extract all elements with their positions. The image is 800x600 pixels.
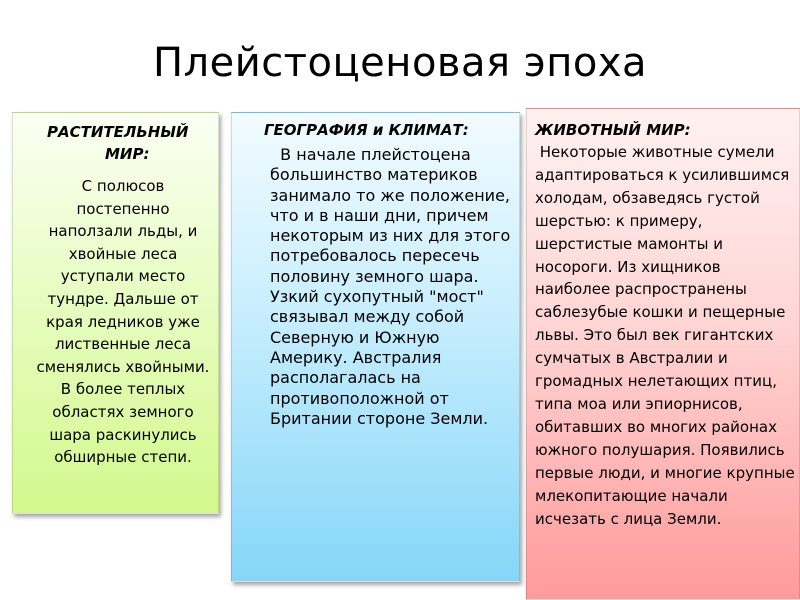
geography-heading: ГЕОГРАФИЯ и КЛИМАТ: [264, 121, 469, 139]
slide-title: Плейстоценовая эпоха [152, 40, 648, 86]
fauna-heading: ЖИВОТНЫЙ МИР: [535, 121, 691, 139]
geography-card [231, 112, 520, 582]
plants-card [12, 112, 219, 514]
fauna-text: Некоторые животные сумели адаптироваться к усилившимся холодам, обзаведясь густой шерстью: к примеру, шерстистые мамонты и носороги. Из хищников наиболее распространены саблезубые кошки и пещерные львы. Это был век гигантских сумчатых в Австралии и громадных нелетающих птиц, типа моа или эпиорнисов, обитавших во многих районах южного полушария. Появились первые люди, и многие крупные млекопитающие начали исчезать с лица Земли. [535, 143, 800, 528]
fauna-card [526, 108, 800, 600]
plants-heading-line1: РАСТИТЕЛЬНЫЙ [47, 123, 189, 141]
plants-heading [47, 121, 217, 165]
plants-text: С полюсов постепенно наползали льды, и хвойные леса уступали место тундре. Дальше от края ледников уже лиственные леса сменялись хвойными. В более теплых областях земного шара раскинулись обширные степи. [36, 177, 210, 467]
geography-text: В начале плейстоцена большинство материков занимало то же положение, что и в наши дни, причем некоторым из них для этого потребовалось пересечь половину земного шара. Узкий сухопутный "мост" связывал между собой Северную и Южную Америку. Австралия располагалась на противоположной от Британии стороне Земли. [270, 145, 516, 428]
plants-heading-line2: МИР: [105, 145, 150, 163]
